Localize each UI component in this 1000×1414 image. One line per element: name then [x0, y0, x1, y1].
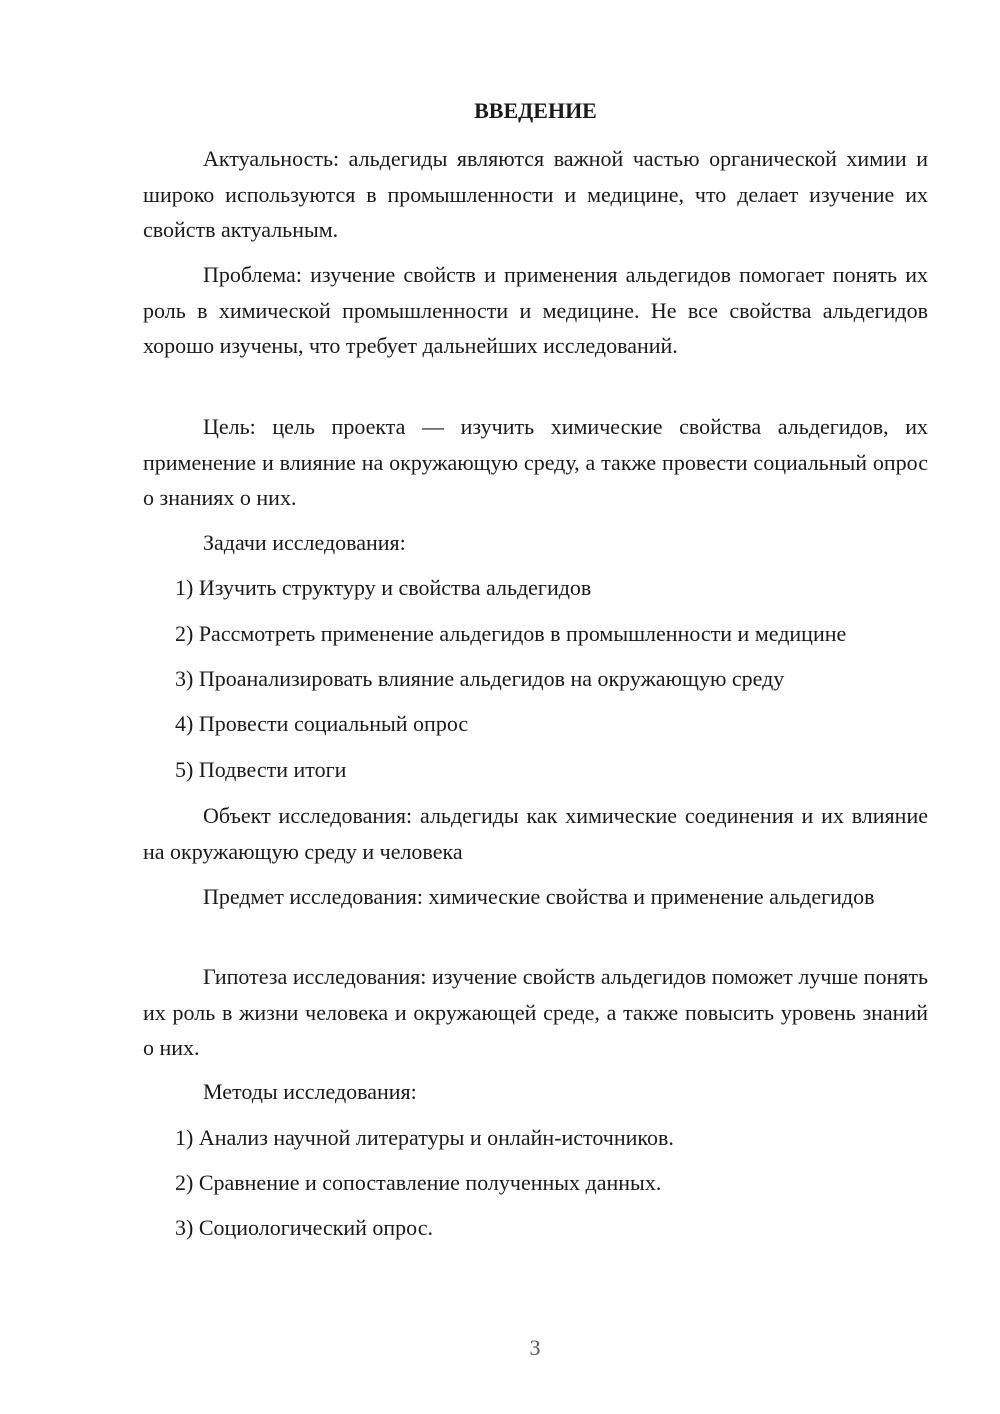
task-item: 5) Подвести итоги [175, 757, 347, 782]
method-item: 1) Анализ научной литературы и онлайн-источников. [175, 1125, 674, 1150]
method-item: 3) Социологический опрос. [175, 1215, 433, 1240]
tasks-heading: Задачи исследования: [203, 530, 406, 555]
subject-paragraph: Предмет исследования: химические свойства и применение альдегидов [203, 884, 875, 909]
methods-heading: Методы исследования: [203, 1079, 417, 1104]
task-item: 1) Изучить структуру и свойства альдегидов [175, 575, 592, 600]
problem-paragraph: Проблема: изучение свойств и применения альдегидов помогает понять их роль в химической промышленности и медицине. Не все свойства альдегидов хорошо изучены, что требует дальнейших исследований. [143, 262, 928, 358]
page-number: 3 [529, 1335, 541, 1360]
section-title: ВВЕДЕНИЕ [474, 98, 597, 123]
task-item: 2) Рассмотреть применение альдегидов в промышленности и медицине [175, 621, 847, 646]
task-item: 3) Проанализировать влияние альдегидов на окружающую среду [175, 666, 785, 691]
object-paragraph: Объект исследования: альдегиды как химические соединения и их влияние на окружающую среду и человека [143, 803, 928, 864]
method-item: 2) Сравнение и сопоставление полученных данных. [175, 1170, 662, 1195]
hypothesis-paragraph: Гипотеза исследования: изучение свойств альдегидов поможет лучше понять их роль в жизни человека и окружающей среде, а также повысить уровень знаний о них. [143, 964, 928, 1060]
relevance-paragraph: Актуальность: альдегиды являются важной частью органической химии и широко используются в промышленности и медицине, что делает изучение их свойств актуальным. [143, 146, 928, 242]
task-item: 4) Провести социальный опрос [175, 711, 469, 736]
goal-paragraph: Цель: цель проекта — изучить химические свойства альдегидов, их применение и влияние на окружающую среду, а также провести социальный опрос о знаниях о них. [143, 414, 928, 510]
